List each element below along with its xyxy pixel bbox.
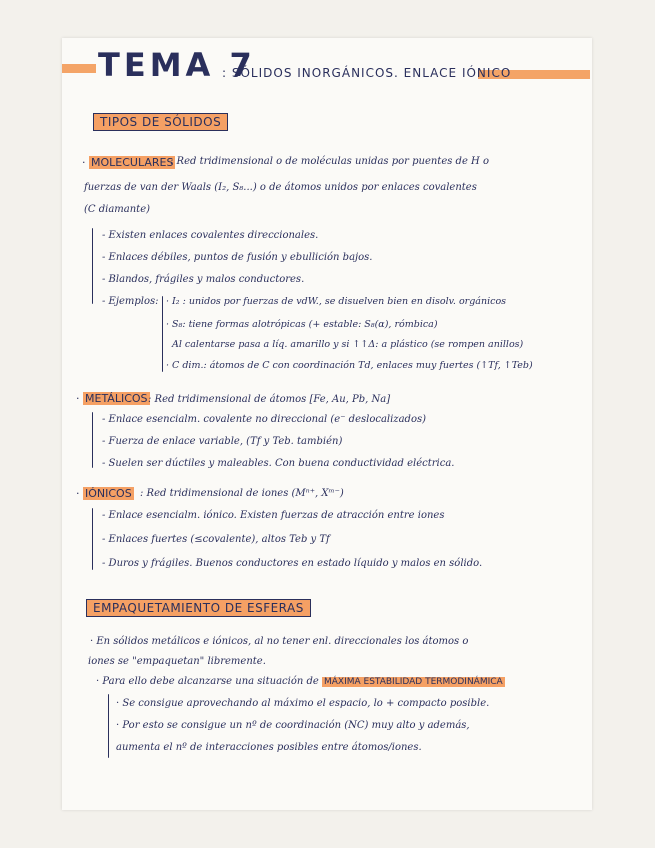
moleculares-item-2: - Enlaces débiles, puntos de fusión y ebullición bajos. (102, 252, 373, 263)
page-title: TEMA 7 (98, 46, 256, 84)
moleculares-label-text: MOLECULARES (91, 156, 174, 169)
metalicos-brace (92, 412, 93, 468)
metalicos-label: · METÁLICOS (76, 392, 148, 405)
metalicos-item-1: - Enlace esencialm. covalente no direccional (e⁻ deslocalizados) (102, 414, 426, 425)
empaquetamiento-sub-3: aumenta el nº de interacciones posibles entre átomos/iones. (116, 742, 422, 753)
empaquetamiento-line3-text: · Para ello debe alcanzarse una situación de (96, 676, 319, 687)
moleculares-item-1: - Existen enlaces covalentes direccionales. (102, 230, 319, 241)
metalicos-line1: : Red tridimensional de átomos [Fe, Au, Pb, Na] (148, 394, 391, 405)
ionicos-item-3: - Duros y frágiles. Buenos conductores en estado líquido y malos en sólido. (102, 558, 483, 569)
ionicos-line1: : Red tridimensional de iones (Mⁿ⁺, Xᵐ⁻) (140, 488, 344, 499)
moleculares-line1: : Red tridimensional o de moléculas unidas por puentes de H o (170, 156, 489, 167)
ionicos-label: · IÓNICOS (76, 487, 132, 500)
metalicos-item-3: - Suelen ser dúctiles y maleables. Con buena conductividad eléctrica. (102, 458, 455, 469)
empaquetamiento-line3 (96, 676, 505, 687)
ejemplos-brace (162, 296, 163, 372)
moleculares-brace (92, 228, 93, 304)
empaquetamiento-sub-1: · Se consigue aprovechando al máximo el espacio, lo + compacto posible. (116, 698, 490, 709)
empaquetamiento-sub-2: · Por esto se consigue un nº de coordinación (NC) muy alto y además, (116, 720, 470, 731)
moleculares-line2: fuerzas de van der Waals (I₂, S₈...) o de átomos unidos por enlaces covalentes (84, 182, 477, 193)
empaquetamiento-line1: · En sólidos metálicos e iónicos, al no tener enl. direccionales los átomos o (90, 636, 469, 647)
section-heading-tipos: TIPOS DE SÓLIDOS (93, 113, 228, 131)
ionicos-item-1: - Enlace esencialm. iónico. Existen fuerzas de atracción entre iones (102, 510, 445, 521)
ionicos-brace (92, 508, 93, 570)
moleculares-label: · MOLECULARES (82, 156, 174, 169)
maxima-estabilidad-mark: MÁXIMA ESTABILIDAD TERMODINÁMICA (323, 677, 503, 687)
ejemplo-1: · I₂ : unidos por fuerzas de vdW., se disuelven bien en disolv. orgánicos (166, 296, 507, 307)
metalicos-item-2: - Fuerza de enlace variable, (Tf y Teb. también) (102, 436, 343, 447)
ionicos-label-text: IÓNICOS (85, 487, 132, 500)
moleculares-line3: (C diamante) (84, 204, 151, 215)
ejemplo-3: Al calentarse pasa a líq. amarillo y si ↑↑Δ: a plástico (se rompen anillos) (172, 339, 524, 350)
page-subtitle: : SÓLIDOS INORGÁNICOS. ENLACE IÓNICO (222, 66, 512, 80)
ejemplo-2: · S₈: tiene formas alotrópicas (+ estable: S₈(α), rómbica) (166, 319, 438, 330)
ionicos-item-2: - Enlaces fuertes (≤covalente), altos Teb y Tf (102, 534, 330, 545)
title-highlight-left (62, 64, 96, 73)
empaquetamiento-brace (108, 694, 109, 758)
metalicos-label-text: METÁLICOS (85, 392, 148, 405)
empaquetamiento-line2: iones se "empaquetan" libremente. (88, 656, 266, 667)
ejemplo-4: · C dim.: átomos de C con coordinación Td, enlaces muy fuertes (↑Tf, ↑Teb) (166, 360, 533, 371)
section-heading-empaquetamiento: EMPAQUETAMIENTO DE ESFERAS (86, 599, 311, 617)
moleculares-item-3: - Blandos, frágiles y malos conductores. (102, 274, 305, 285)
moleculares-item-4: - Ejemplos: (102, 296, 159, 307)
